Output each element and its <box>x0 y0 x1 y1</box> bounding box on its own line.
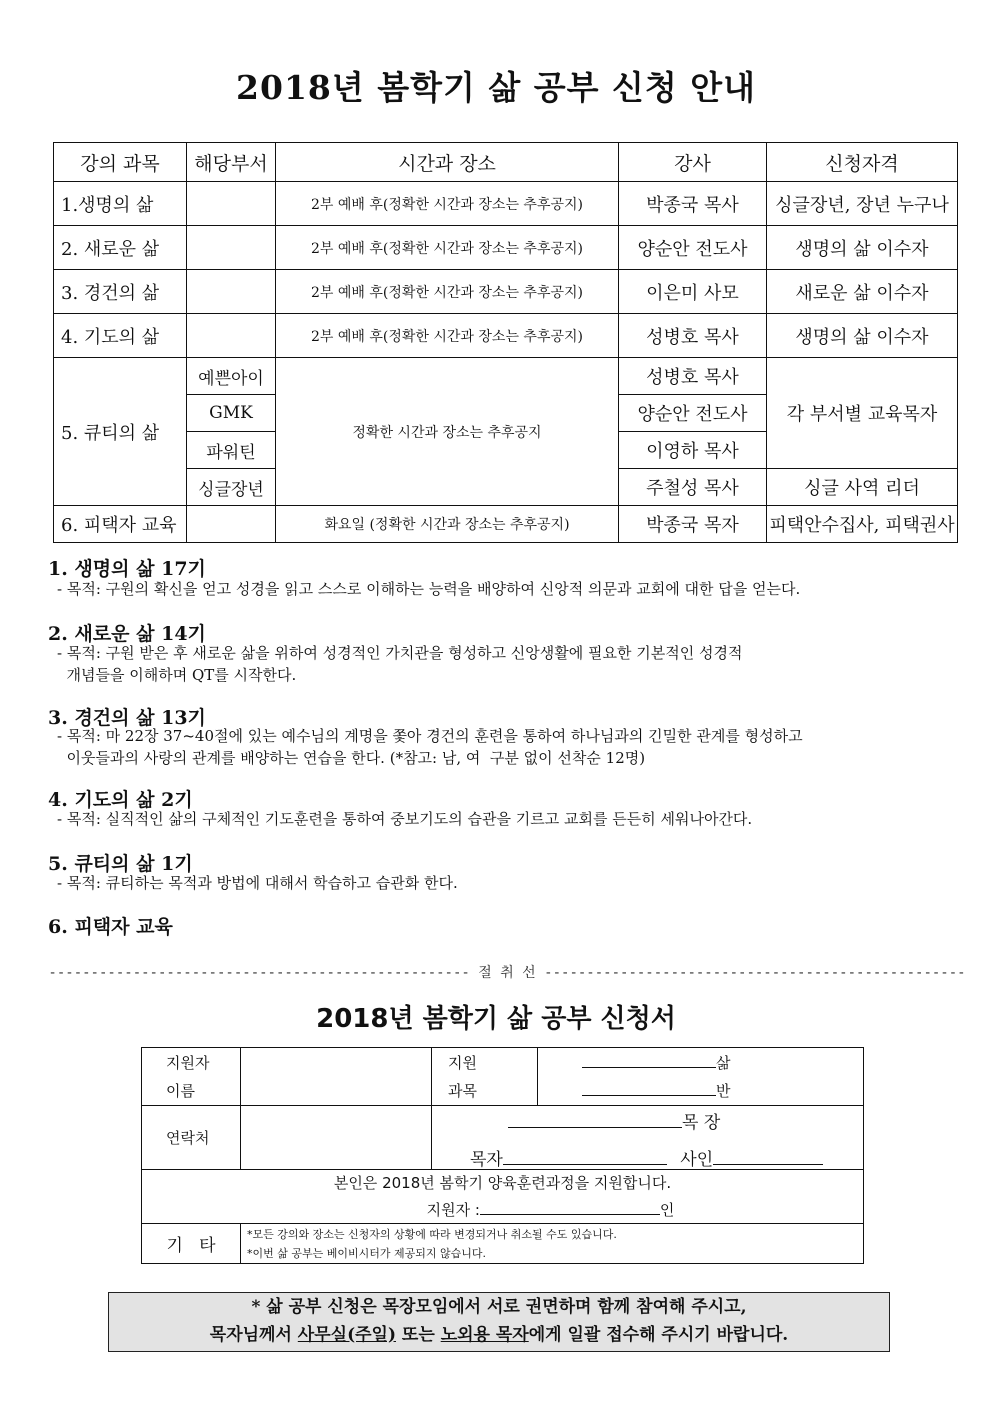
contact-label: 연락처 <box>142 1106 241 1170</box>
cut-line <box>48 962 966 982</box>
submission-notice <box>108 1292 890 1352</box>
pledge-applicant-label: 지원자 : <box>426 1201 480 1219</box>
dept-cell: GMK <box>187 395 276 432</box>
time-cell: 2부 예배 후(정확한 시간과 장소는 추후공지) <box>276 270 619 314</box>
time-cell: 2부 예배 후(정확한 시간과 장소는 추후공지) <box>276 314 619 358</box>
course-cell: 4. 기도의 삶 <box>54 314 187 358</box>
time-cell: 정확한 시간과 장소는 추후공지 <box>276 358 619 506</box>
section-description: - 목적: 구원 받은 후 새로운 삶을 위하여 성경적인 가치관을 형성하고 신앙생활에 필요한 기본적인 성경적 <box>57 644 743 662</box>
course-cell: 1.생명의 삶 <box>54 182 187 226</box>
instructor-cell: 성병호 목사 <box>619 358 767 395</box>
section-description: - 목적: 실직적인 삶의 구체적인 기도훈련을 통하여 중보기도의 습관을 기르고 교회를 든든히 세워나아간다. <box>57 810 753 828</box>
eligibility-cell: 피택안수집사, 피택권사 <box>767 506 958 543</box>
page-title: 2018년 봄학기 삶 공부 신청 안내 <box>236 68 756 107</box>
header-time-place: 시간과 장소 <box>276 143 619 182</box>
instructor-cell: 성병호 목사 <box>619 314 767 358</box>
dept-cell <box>187 182 276 226</box>
section-heading: 5. 큐티의 삶 1기 <box>48 853 193 875</box>
instructor-cell: 양순안 전도사 <box>619 395 767 432</box>
pledge-block <box>142 1170 864 1224</box>
etc-label: 기 타 <box>142 1224 241 1264</box>
table-row <box>54 270 958 314</box>
instructor-cell: 주철성 목사 <box>619 469 767 506</box>
cell-suffix: 목 장 <box>682 1113 721 1133</box>
instructor-cell: 이영하 목사 <box>619 432 767 469</box>
header-instructor: 강사 <box>619 143 767 182</box>
leader-text: 노외용 목자 <box>440 1325 529 1345</box>
table-row <box>54 314 958 358</box>
section-description: - 목적: 구원의 확신을 얻고 성경을 읽고 스스로 이해하는 능력을 배양하여 신앙적 의문과 교회에 대한 답을 얻는다. <box>57 580 801 598</box>
pledge-applicant-field[interactable] <box>480 1196 660 1215</box>
section-heading: 2. 새로운 삶 14기 <box>48 623 206 645</box>
dept-cell <box>187 506 276 543</box>
leader-label: 목자 <box>470 1150 503 1170</box>
section-heading: 3. 경건의 삶 13기 <box>48 707 206 729</box>
time-cell: 화요일 (정확한 시간과 장소는 추후공지) <box>276 506 619 543</box>
pledge-text: 본인은 2018년 봄학기 양육훈련과정을 지원합니다. <box>333 1174 672 1192</box>
time-cell: 2부 예배 후(정확한 시간과 장소는 추후공지) <box>276 182 619 226</box>
eligibility-cell: 생명의 삶 이수자 <box>767 226 958 270</box>
applicant-name-label: 지원자 이름 <box>142 1048 241 1106</box>
section-description: - 목적: 큐티하는 목적과 방법에 대해서 학습하고 습관화 한다. <box>57 874 458 892</box>
table-row <box>54 506 958 543</box>
cut-line-label: 절 취 선 <box>478 965 536 981</box>
dept-cell <box>187 314 276 358</box>
dept-cell: 싱글장년 <box>187 469 276 506</box>
instructor-cell: 이은미 사모 <box>619 270 767 314</box>
section-description: 개념들을 이해하며 QT를 시작한다. <box>57 666 297 684</box>
eligibility-cell: 싱글 사역 리더 <box>767 469 958 506</box>
course-cell: 2. 새로운 삶 <box>54 226 187 270</box>
table-row <box>54 358 958 395</box>
instructor-cell: 박종국 목사 <box>619 182 767 226</box>
dept-cell: 예쁜아이 <box>187 358 276 395</box>
header-eligibility: 신청자격 <box>767 143 958 182</box>
eligibility-cell: 생명의 삶 이수자 <box>767 314 958 358</box>
eligibility-cell: 새로운 삶 이수자 <box>767 270 958 314</box>
seal-label: 인 <box>659 1201 675 1219</box>
eligibility-cell: 각 부서별 교육목자 <box>767 358 958 469</box>
note-line: *이번 삶 공부는 베이비시터가 제공되지 않습니다. <box>247 1246 486 1260</box>
form-title: 2018년 봄학기 삶 공부 신청서 <box>316 1004 676 1034</box>
note-line: *모든 강의와 장소는 신청자의 상황에 따라 변경되거나 취소될 수도 있습니다. <box>247 1227 617 1241</box>
section-description: 이웃들과의 사랑의 관계를 배양하는 연습을 한다. (*참고: 남, 여 구분 없이 선착순 12명) <box>57 749 646 767</box>
sign-label: 사인 <box>680 1150 714 1170</box>
course-cell: 5. 큐티의 삶 <box>54 358 187 506</box>
dept-cell: 파워틴 <box>187 432 276 469</box>
instructor-cell: 박종국 목자 <box>619 506 767 543</box>
dept-cell <box>187 270 276 314</box>
eligibility-cell: 싱글장년, 장년 누구나 <box>767 182 958 226</box>
application-form <box>141 1047 864 1264</box>
dept-cell <box>187 226 276 270</box>
notice-line-1: * 삶 공부 신청은 목장모임에서 서로 권면하며 함께 참여해 주시고, <box>251 1297 747 1317</box>
section-description: - 목적: 마 22장 37~40절에 있는 예수님의 계명을 쫓아 경건의 훈련을 통하여 하나님과의 긴밀한 관계를 형성하고 <box>57 727 803 745</box>
section-heading: 4. 기도의 삶 2기 <box>48 789 193 811</box>
section-heading: 6. 피택자 교육 <box>48 916 173 938</box>
office-text: 사무실(주일) <box>297 1325 396 1345</box>
cell-leader-field[interactable] <box>432 1106 864 1170</box>
cut-line-dashes-right: -------------------------------------------------- <box>544 965 966 981</box>
course-cell: 6. 피택자 교육 <box>54 506 187 543</box>
instructor-cell: 양순안 전도사 <box>619 226 767 270</box>
course-cell: 3. 경건의 삶 <box>54 270 187 314</box>
header-course: 강의 과목 <box>54 143 187 182</box>
course-label: 지원 과목 <box>432 1048 538 1106</box>
section-heading: 1. 생명의 삶 17기 <box>48 558 206 580</box>
course-schedule-table <box>53 142 958 543</box>
table-row <box>54 182 958 226</box>
contact-field[interactable] <box>241 1106 432 1170</box>
notice-line-2: 목자님께서 사무실(주일) 또는 노외용 목자에게 일괄 접수해 주시기 바랍니다. <box>209 1325 789 1345</box>
applicant-name-field[interactable] <box>241 1048 432 1106</box>
header-dept: 해당부서 <box>187 143 276 182</box>
cut-line-dashes-left: -------------------------------------------------- <box>48 965 479 981</box>
course-field[interactable]: 삶 반 <box>538 1048 864 1106</box>
table-row <box>54 226 958 270</box>
etc-notes <box>241 1224 864 1264</box>
time-cell: 2부 예배 후(정확한 시간과 장소는 추후공지) <box>276 226 619 270</box>
